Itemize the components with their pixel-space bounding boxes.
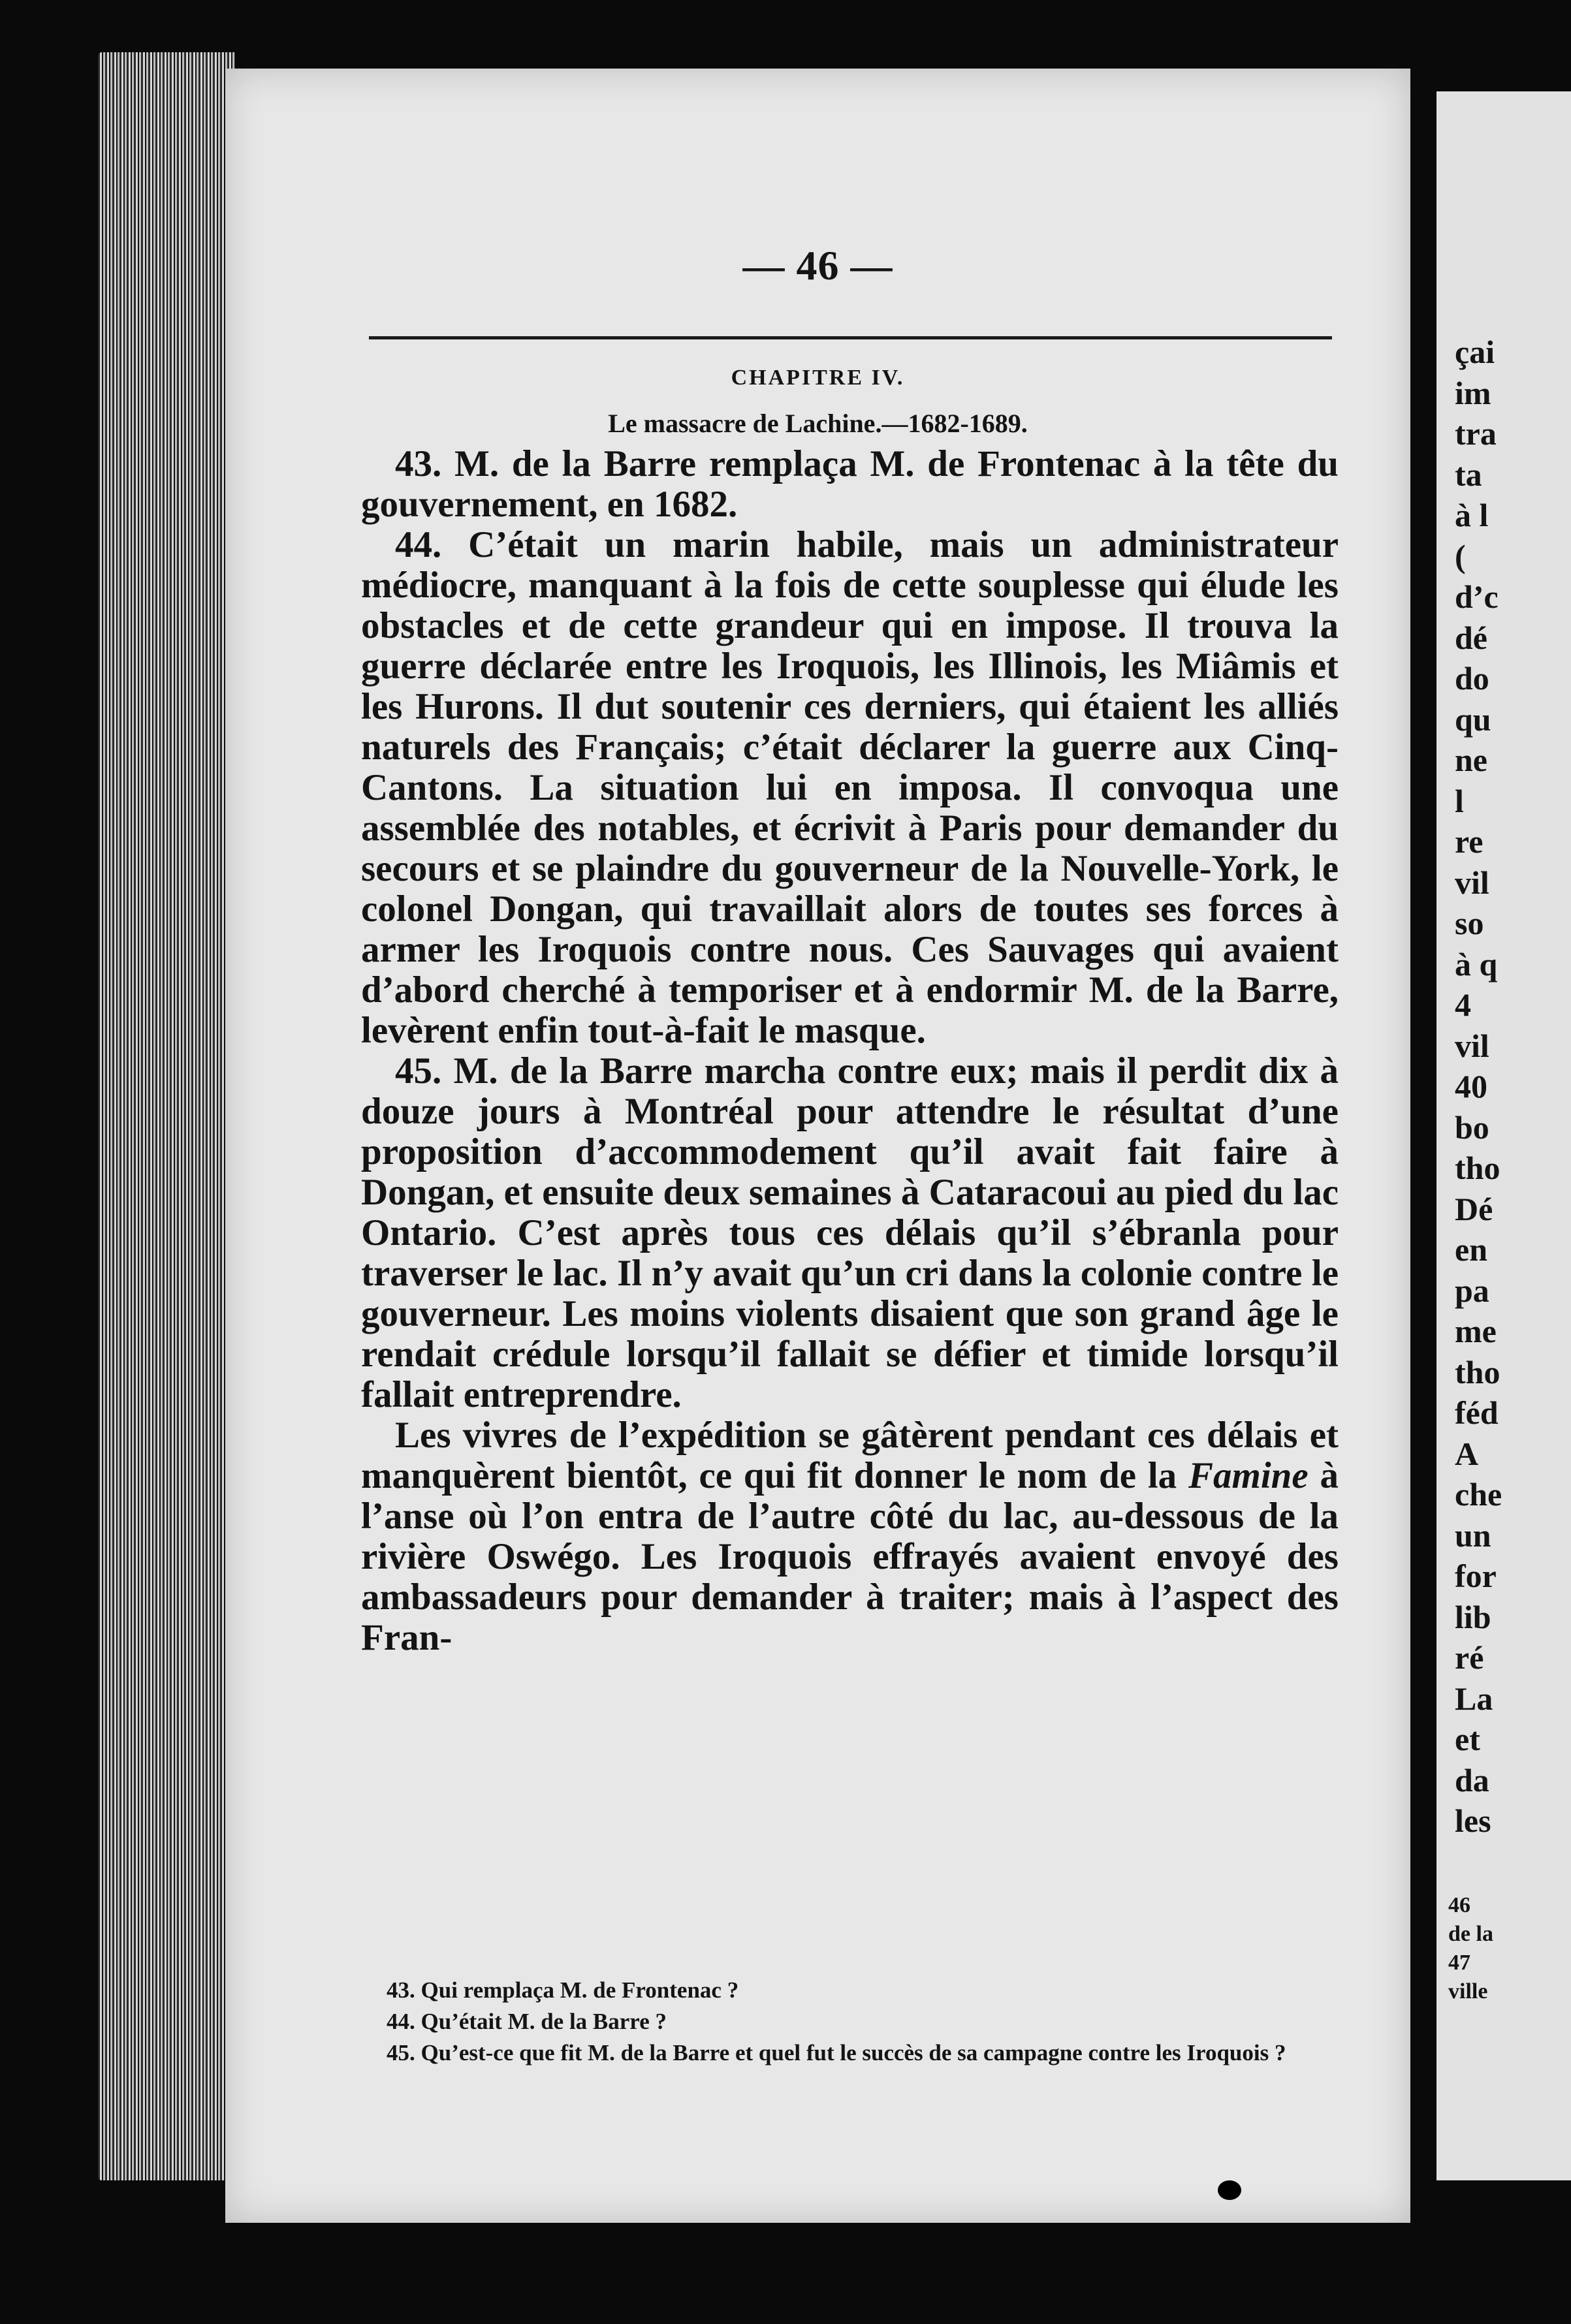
page-edges [98,52,235,2180]
chapter-subtitle: Le massacre de Lachine.—1682-1689. [608,409,1028,438]
next-page-footnote-line: ville [1448,1979,1488,2003]
next-page-fragment [1436,91,1571,2180]
next-page-line: da [1455,1761,1489,1798]
footnote-questions [359,1975,1339,2069]
paragraph-43 [361,444,1339,525]
book-page [225,69,1410,2223]
paragraph-text: M. de la Barre marcha contre eux; mais il perdit dix à douze jours à Montréal pour attendre le résultat d’une proposition d’accommodement qu’il avait fait faire à Dongan, et ensuite deux semaines à Cataracoui au pied du lac Ontario. C’est après tous ces délais qu’il s’ébranla pour traverser le lac. Il n’y avait qu’un cri dans la colonie contre le gouverneur. Les moins violents disaient que son grand âge le rendait crédule lorsqu’il fallait se défier et timide lorsqu’il fallait entreprendre. [361,1050,1339,1415]
header-rule [369,336,1332,339]
paragraph-text: Les vivres de l’expédition se gâtèrent pendant ces délais et manquèrent bientôt, ce qui fit donner le nom de la [361,1415,1339,1496]
next-page-line: for [1455,1558,1497,1594]
next-page-line: et [1455,1721,1480,1757]
next-page-line: d’c [1455,578,1499,615]
next-page-line: ta [1455,456,1482,493]
paragraph-number: 43. [395,443,442,484]
italic-place-name: Famine [1188,1455,1309,1496]
next-page-line: ré [1455,1639,1484,1676]
next-page-line: en [1455,1231,1487,1268]
next-page-line: tho [1455,1150,1500,1186]
next-page-line: ne [1455,742,1487,778]
paragraph-44 [361,525,1339,1051]
next-page-line: à q [1455,945,1498,982]
paragraph-number: 45. [395,1050,442,1091]
next-page-line: dé [1455,619,1487,656]
next-page-line: lib [1455,1598,1491,1635]
next-page-line: tho [1455,1353,1500,1390]
chapter-title: CHAPITRE IV. [731,366,905,390]
footnote-43: 43. Qui remplaça M. de Frontenac ? [387,1977,739,2003]
paragraph-text: C’était un marin habile, mais un administrateur médiocre, manquant à la fois de cette souplesse qui élude les obstacles et de cette grandeur qui en impose. Il trouva la guerre déclarée entre les Iroquois, les Illinois, les Miâmis et les Hurons. Il dut soutenir ces derniers, qui étaient les alliés naturels des Français; c’était déclarer la guerre aux Cinq-Cantons. La situation lui en imposa. Il convoqua une assemblée des notables, et écrivit à Paris pour demander du secours et se plaindre du gouverneur de la Nouvelle-York, le colonel Dongan, qui travaillait alors de toutes ses forces à armer les Iroquois contre nous. Ces Sauvages qui avaient d’abord cherché à temporiser et à endormir M. de la Barre, levèrent enfin tout-à-fait le masque. [361,524,1339,1051]
next-page-line: à l [1455,497,1489,533]
paragraph-text: à l’anse où l’on entra de l’autre côté du lac, au-dessous de la rivière Oswégo. Les Iroquois effrayés avaient envoyé des ambassadeurs pour demander à traiter; mais à l’aspect des Fran- [361,1455,1339,1658]
next-page-footnote-line: 46 [1448,1893,1470,1917]
next-page-line: so [1455,905,1484,941]
paragraph-text: M. de la Barre remplaça M. de Frontenac à la tête du gouvernement, en 1682. [361,443,1339,525]
next-page-line: bo [1455,1108,1489,1146]
next-page-line: pa [1455,1272,1489,1309]
next-page-line: tra [1455,415,1497,452]
ink-dot [1218,2180,1241,2200]
next-page-line: 4 [1455,986,1471,1023]
next-page-line: do [1455,660,1489,697]
next-page-line: che [1455,1476,1502,1513]
paragraph-46 [361,1415,1339,1658]
page-number: — 46 — [742,242,893,289]
next-page-line: l [1455,782,1464,819]
next-page-line: féd [1455,1394,1499,1431]
paragraph-45 [361,1051,1339,1415]
next-page-line: im [1455,374,1491,411]
next-page-line: La [1455,1680,1493,1717]
footnote-44: 44. Qu’était M. de la Barre ? [387,2009,667,2034]
next-page-line: qu [1455,700,1491,738]
next-page-footnote-line: de la [1448,1922,1493,1946]
paragraph-number: 44. [395,524,442,565]
next-page-footnote-line: 47 [1448,1951,1470,1975]
footnote-45: 45. Qu’est-ce que fit M. de la Barre et quel fut le succès de sa campagne contre les Iroquois ? [387,2040,1286,2065]
next-page-line: un [1455,1516,1491,1554]
next-page-line: me [1455,1313,1497,1349]
next-page-line: çai [1455,334,1495,370]
next-page-line: ( [1455,537,1466,574]
next-page-line: les [1455,1802,1491,1839]
body-text [361,444,1339,1658]
next-page-line: vil [1455,1027,1489,1064]
next-page-line: Dé [1455,1190,1493,1227]
next-page-line: A [1455,1435,1479,1472]
next-page-line: 40 [1455,1068,1487,1105]
next-page-line: re [1455,823,1484,860]
next-page-line: vil [1455,864,1489,901]
